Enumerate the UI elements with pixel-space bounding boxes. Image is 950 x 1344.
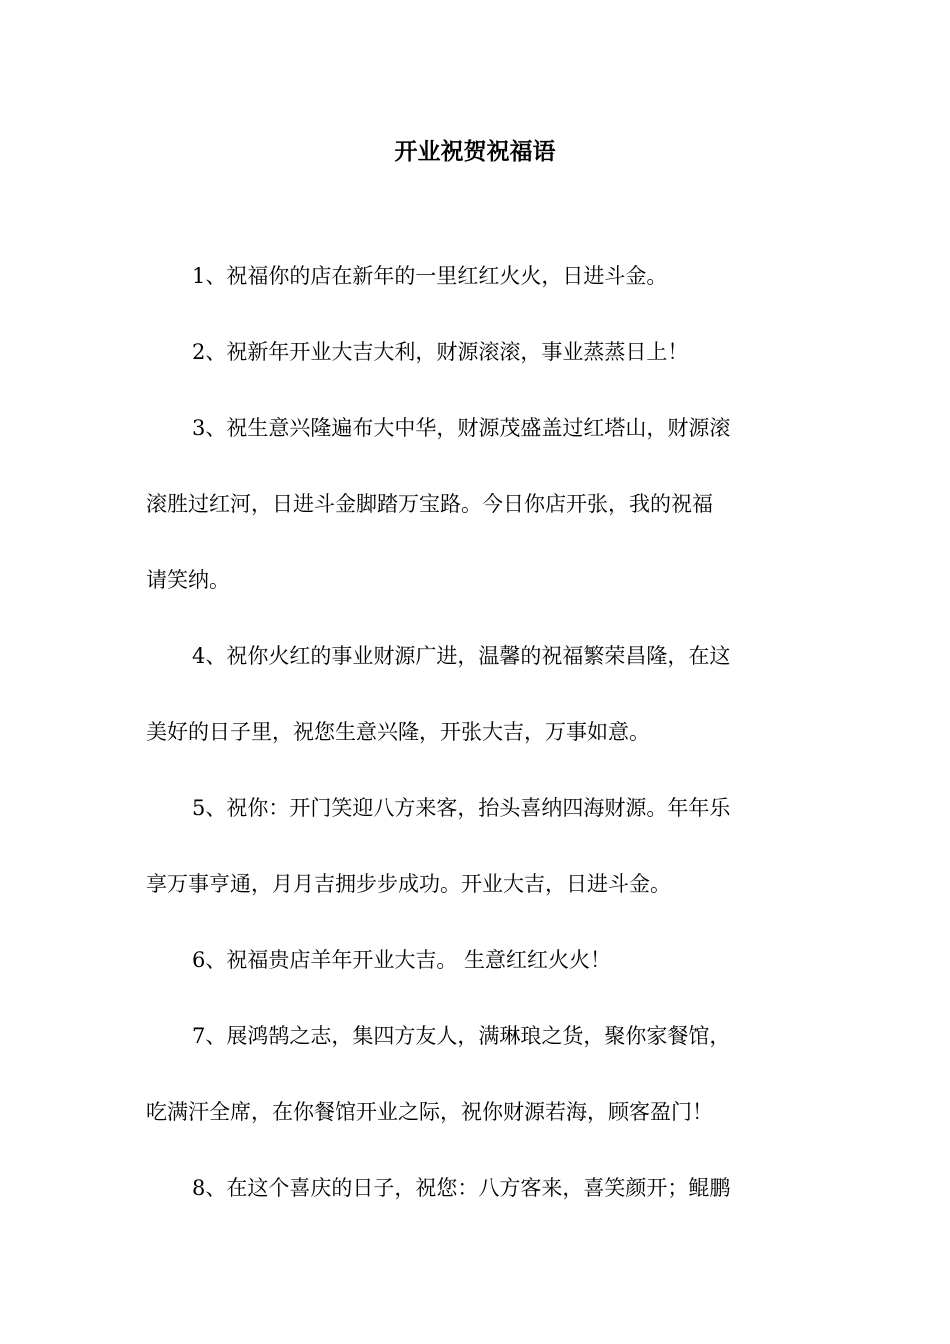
- paragraph-1: [146, 257, 808, 295]
- paragraph-line: 美好的日子里，祝您生意兴隆，开张大吉，万事如意。: [146, 720, 650, 744]
- paragraph-line: 享万事亨通，月月吉拥步步成功。开业大吉，日进斗金。: [146, 872, 671, 896]
- paragraph-line: 吃满汗全席，在你餐馆开业之际，祝你财源若海，顾客盈门！: [146, 1100, 713, 1124]
- paragraph-3: [146, 409, 808, 599]
- paragraph-line: 请笑纳。: [146, 568, 230, 592]
- paragraph-line: 7、展鸿鹄之志，集四方友人，满琳琅之货，聚你家餐馆，: [192, 1024, 731, 1048]
- paragraph-line: 5、祝你：开门笑迎八方来客，抬头喜纳四海财源。年年乐: [192, 796, 731, 820]
- paragraph-line: 8、在这个喜庆的日子，祝您：八方客来，喜笑颜开；鲲鹏: [192, 1176, 731, 1200]
- paragraph-line: 4、祝你火红的事业财源广进，温馨的祝福繁荣昌隆，在这: [192, 644, 731, 668]
- document-body: [146, 257, 808, 1245]
- paragraph-line: 1、祝福你的店在新年的一里红红火火，日进斗金。: [192, 264, 668, 288]
- paragraph-line: 3、祝生意兴隆遍布大中华，财源茂盛盖过红塔山，财源滚: [192, 416, 731, 440]
- paragraph-8: [146, 1169, 808, 1207]
- paragraph-7: [146, 1017, 808, 1131]
- paragraph-4: [146, 637, 808, 751]
- paragraph-line: 6、祝福贵店羊年开业大吉。 生意红红火火！: [192, 948, 612, 972]
- paragraph-5: [146, 789, 808, 903]
- document-title: 开业祝贺祝福语: [394, 139, 556, 165]
- paragraph-line: 2、祝新年开业大吉大利，财源滚滚，事业蒸蒸日上！: [192, 340, 689, 364]
- paragraph-line: 滚胜过红河，日进斗金脚踏万宝路。今日你店开张，我的祝福: [146, 492, 713, 516]
- paragraph-6: [146, 941, 808, 979]
- paragraph-2: [146, 333, 808, 371]
